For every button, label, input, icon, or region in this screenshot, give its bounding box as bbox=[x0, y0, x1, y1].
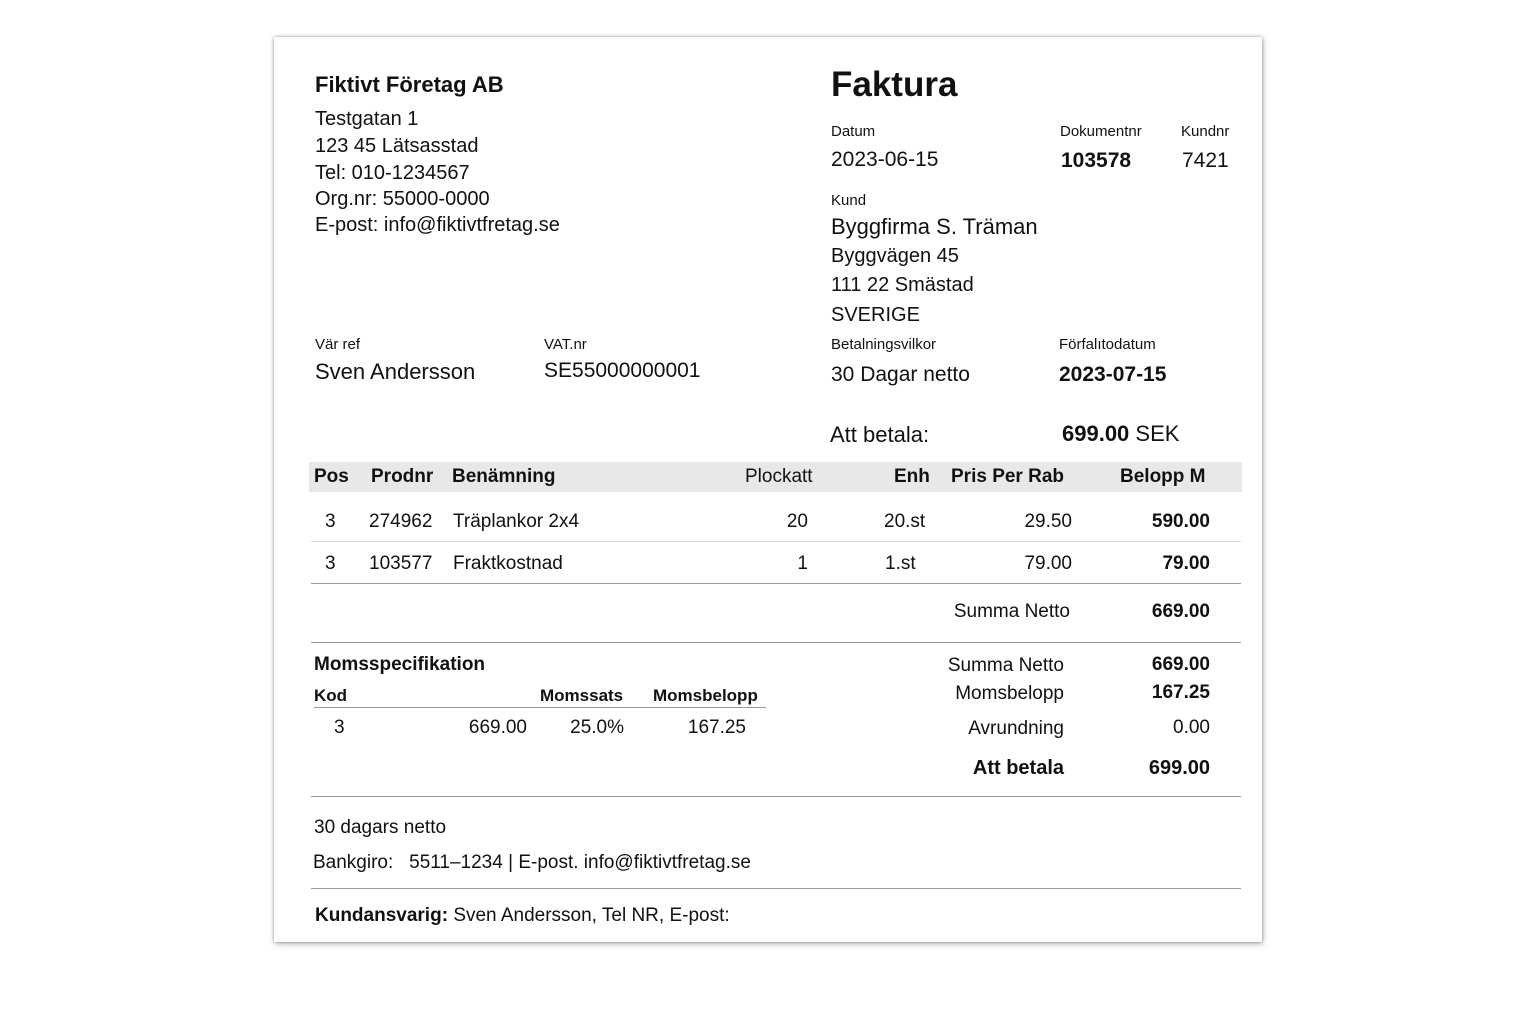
bankgiro-number: 5511–1234 bbox=[409, 852, 503, 873]
totals-net-value: 669.00 bbox=[1151, 654, 1210, 675]
totals-pay-value: 699.00 bbox=[1148, 757, 1210, 779]
footer-bank-line bbox=[313, 852, 751, 874]
vat-spec-title: Momsspecifikation bbox=[314, 654, 486, 675]
customer-label: Kund bbox=[831, 192, 867, 209]
company-name: Fiktivt Företag AB bbox=[315, 72, 504, 97]
footer-rule bbox=[311, 888, 1241, 889]
subtotal-value: 669.00 bbox=[1151, 601, 1210, 622]
subtotal-rule bbox=[311, 642, 1241, 643]
totals-vat-value: 167.25 bbox=[1151, 682, 1210, 703]
row1-description: Träplankor 2x4 bbox=[453, 511, 580, 532]
due-label: Förfalıtodatum bbox=[1059, 336, 1156, 353]
col-unit: Enh bbox=[894, 466, 930, 487]
row2-price: 79.00 bbox=[1024, 553, 1072, 574]
vat-row-code: 3 bbox=[334, 717, 345, 738]
totals-rule bbox=[311, 796, 1241, 797]
company-postal: 123 45 Lätsasstad bbox=[315, 135, 479, 157]
row2-unit: 1.st bbox=[885, 553, 916, 574]
totals-pay-label: Att betala bbox=[972, 757, 1064, 779]
totals-rounding-value: 0.00 bbox=[1173, 717, 1210, 738]
row1-pos: 3 bbox=[325, 511, 336, 532]
col-description: Benämning bbox=[452, 466, 556, 487]
contact-label: Kundansvarig: bbox=[315, 905, 449, 926]
totals-net-label: Summa Netto bbox=[947, 655, 1064, 676]
to-pay-label: Att betala: bbox=[830, 422, 930, 447]
vat-row-base: 669.00 bbox=[468, 717, 527, 738]
col-qty: Plockatt bbox=[745, 466, 813, 487]
invoice-document bbox=[274, 37, 1262, 942]
col-pos: Pos bbox=[314, 466, 349, 487]
row1-amount: 590.00 bbox=[1151, 511, 1210, 532]
vat-label: VAT.nr bbox=[544, 336, 587, 353]
footer-separator: | bbox=[508, 852, 514, 873]
customer-address: Byggvägen 45 bbox=[831, 245, 959, 267]
row2-pos: 3 bbox=[325, 553, 336, 574]
to-pay-currency: SEK bbox=[1135, 421, 1180, 446]
to-pay-amount-group bbox=[1062, 421, 1179, 447]
customer-country: SVERIGE bbox=[831, 304, 920, 326]
custnr-label: Kundnr bbox=[1181, 123, 1230, 140]
vat-number: SE55000000001 bbox=[544, 359, 701, 382]
payment-terms: 30 Dagar netto bbox=[831, 363, 970, 386]
vat-col-amount: Momsbelopp bbox=[653, 686, 758, 705]
invoice-custnr: 7421 bbox=[1182, 149, 1229, 172]
vat-header-rule bbox=[314, 707, 766, 708]
contact-info: Sven Andersson, Tel NR, E-post: bbox=[453, 905, 730, 926]
company-orgnr: Org.nr: 55000-0000 bbox=[315, 188, 490, 210]
row1-prodnr: 274962 bbox=[369, 511, 433, 532]
table-bottom-rule bbox=[311, 583, 1241, 584]
row2-amount: 79.00 bbox=[1162, 553, 1210, 574]
customer-name: Byggfirma S. Träman bbox=[831, 214, 1038, 239]
company-phone: Tel: 010-1234567 bbox=[315, 162, 470, 184]
vat-row-amount: 167.25 bbox=[687, 717, 746, 738]
customer-postal: 111 22 Smästad bbox=[831, 274, 974, 296]
row1-qty: 20 bbox=[786, 511, 808, 532]
docnr-label: Dokumentnr bbox=[1060, 123, 1142, 140]
row2-description: Fraktkostnad bbox=[453, 553, 563, 574]
to-pay-amount: 699.00 bbox=[1062, 421, 1130, 446]
col-price: Pris Per Rab bbox=[951, 466, 1064, 487]
invoice-docnr: 103578 bbox=[1061, 149, 1132, 172]
totals-rounding-label: Avrundning bbox=[968, 718, 1064, 739]
vat-col-rate: Momssats bbox=[540, 686, 624, 705]
bankgiro-label: Bankgiro: bbox=[313, 852, 394, 873]
our-ref: Sven Andersson bbox=[315, 359, 476, 384]
footer-contact-line bbox=[315, 905, 730, 927]
date-label: Datum bbox=[831, 123, 876, 140]
our-ref-label: Vär ref bbox=[315, 336, 361, 353]
col-amount: Belopp M bbox=[1120, 466, 1206, 487]
terms-label: Betalningsvilkor bbox=[831, 336, 937, 353]
row2-prodnr: 103577 bbox=[369, 553, 433, 574]
row1-unit: 20.st bbox=[884, 511, 926, 532]
subtotal-label: Summa Netto bbox=[953, 601, 1070, 622]
company-email: E-post: info@fiktivtfretag.se bbox=[315, 214, 560, 236]
due-date: 2023-07-15 bbox=[1059, 363, 1167, 386]
row1-price: 29.50 bbox=[1024, 511, 1072, 532]
totals-vat-label: Momsbelopp bbox=[955, 683, 1064, 704]
row2-qty: 1 bbox=[797, 553, 808, 574]
footer-email: E-post. info@fiktivtfretag.se bbox=[518, 852, 751, 873]
footer-terms: 30 dagars netto bbox=[314, 817, 447, 838]
row-divider bbox=[311, 541, 1241, 542]
company-address: Testgatan 1 bbox=[315, 108, 419, 130]
invoice-date: 2023-06-15 bbox=[831, 148, 939, 171]
vat-col-code: Kod bbox=[314, 686, 348, 705]
vat-row-rate: 25.0% bbox=[570, 717, 624, 738]
col-prodnr: Prodnr bbox=[371, 466, 434, 487]
invoice-title: Faktura bbox=[831, 65, 958, 104]
